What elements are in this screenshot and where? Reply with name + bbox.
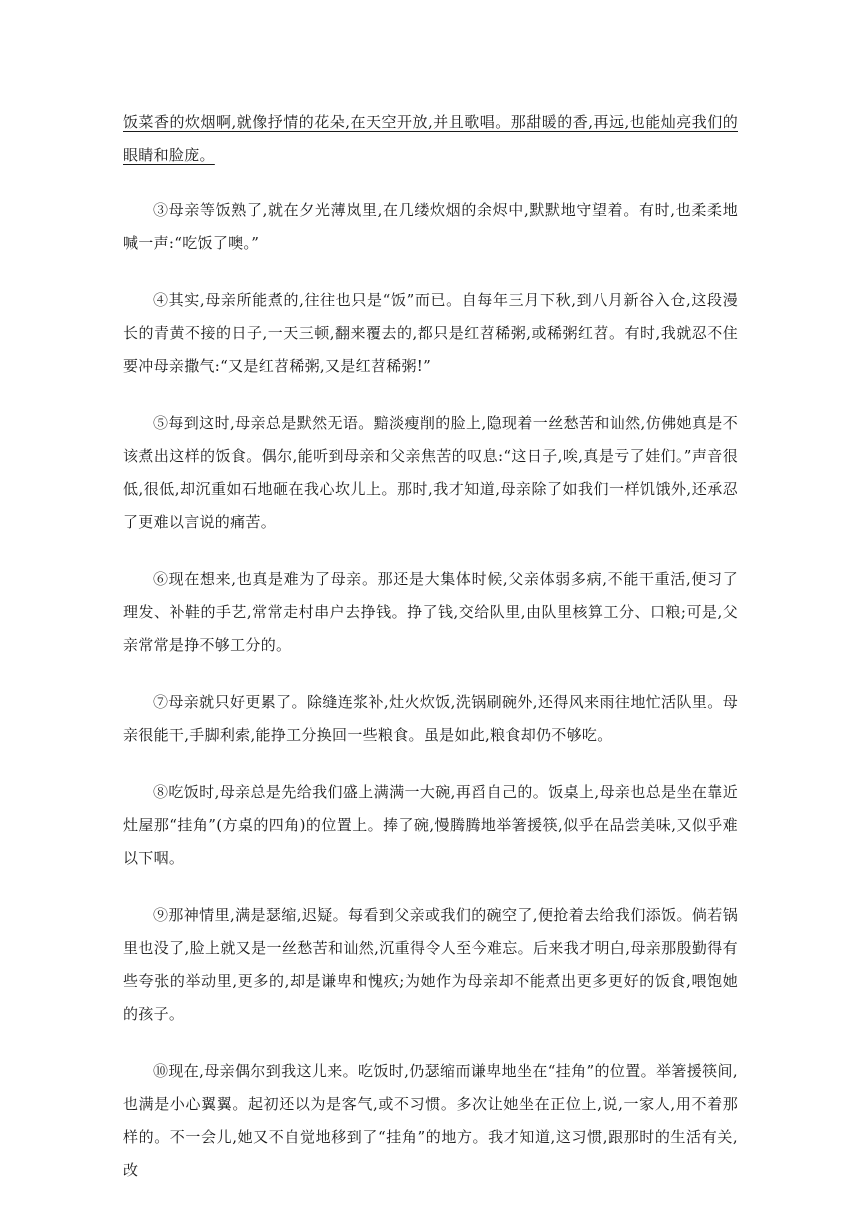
paragraph-8: ⑧吃饭时,母亲总是先给我们盛上满满一大碗,再舀自己的。饭桌上,母亲也总是坐在靠近灶屋那“挂角”(方桌的四角)的位置上。捧了碗,慢腾腾地举箸援筷,似乎在品尝美味,又似乎难以下咽。 — [123, 783, 738, 867]
paragraph-7: ⑦母亲就只好更累了。除缝连浆补,灶火炊饭,洗锅刷碗外,还得风来雨往地忙活队里。母亲很能干,手脚利索,能挣工分换回一些粮食。虽是如此,粮食却仍不够吃。 — [123, 693, 738, 744]
paragraph-10: ⑩现在,母亲偶尔到我这儿来。吃饭时,仍瑟缩而谦卑地坐在“挂角”的位置。举箸援筷间,也满是小心翼翼。起初还以为是客气,或不习惯。多次让她坐在正位上,说,一家人,用不着那样的。不一会儿,她又不自觉地移到了“挂角”的地方。我才知道,这习惯,跟那时的生活有关,改 — [123, 1062, 738, 1179]
paragraph-6: ⑥现在想来,也真是难为了母亲。那还是大集体时候,父亲体弱多病,不能干重活,便习了理发、补鞋的手艺,常常走村串户去挣钱。挣了钱,交给队里,由队里核算工分、口粮;可是,父亲常常是挣不够工分的。 — [123, 570, 738, 654]
paragraph-5: ⑤每到这时,母亲总是默然无语。黯淡瘦削的脸上,隐现着一丝愁苦和讪然,仿佛她真是不该煮出这样的饭食。偶尔,能听到母亲和父亲焦苦的叹息:“这日子,唉,真是亏了娃们。”声音很低,很低,却沉重如石地砸在我心坎儿上。那时,我才知道,母亲除了如我们一样饥饿外,还承忍了更难以言说的痛苦。 — [123, 414, 738, 531]
paragraph-9: ⑨那神情里,满是瑟缩,迟疑。每看到父亲或我们的碗空了,便抢着去给我们添饭。倘若锅里也没了,脸上就又是一丝愁苦和讪然,沉重得令人至今难忘。后来我才明白,母亲那殷勤得有些夸张的举动里,更多的,却是谦卑和愧疚;为她作为母亲却不能煮出更多更好的饭食,喂饱她的孩子。 — [123, 906, 738, 1023]
paragraph-underlined-excerpt: 饭菜香的炊烟啊,就像抒情的花朵,在天空开放,并且歌唱。那甜暖的香,再远,也能灿亮我们的眼睛和脸庞。 — [123, 113, 738, 164]
paragraph-4: ④其实,母亲所能煮的,往往也只是“饭”而已。自每年三月下秋,到八月新谷入仓,这段漫长的青黄不接的日子,一天三顿,翻来覆去的,都只是红苕稀粥,或稀粥红苕。有时,我就忍不住要冲母亲撒气:“又是红苕稀粥,又是红苕稀粥!” — [123, 291, 738, 375]
paragraph-3: ③母亲等饭熟了,就在夕光薄岚里,在几缕炊烟的余烬中,默默地守望着。有时,也柔柔地喊一声:“吃饭了噢。” — [123, 201, 738, 252]
document-page — [123, 106, 738, 1211]
